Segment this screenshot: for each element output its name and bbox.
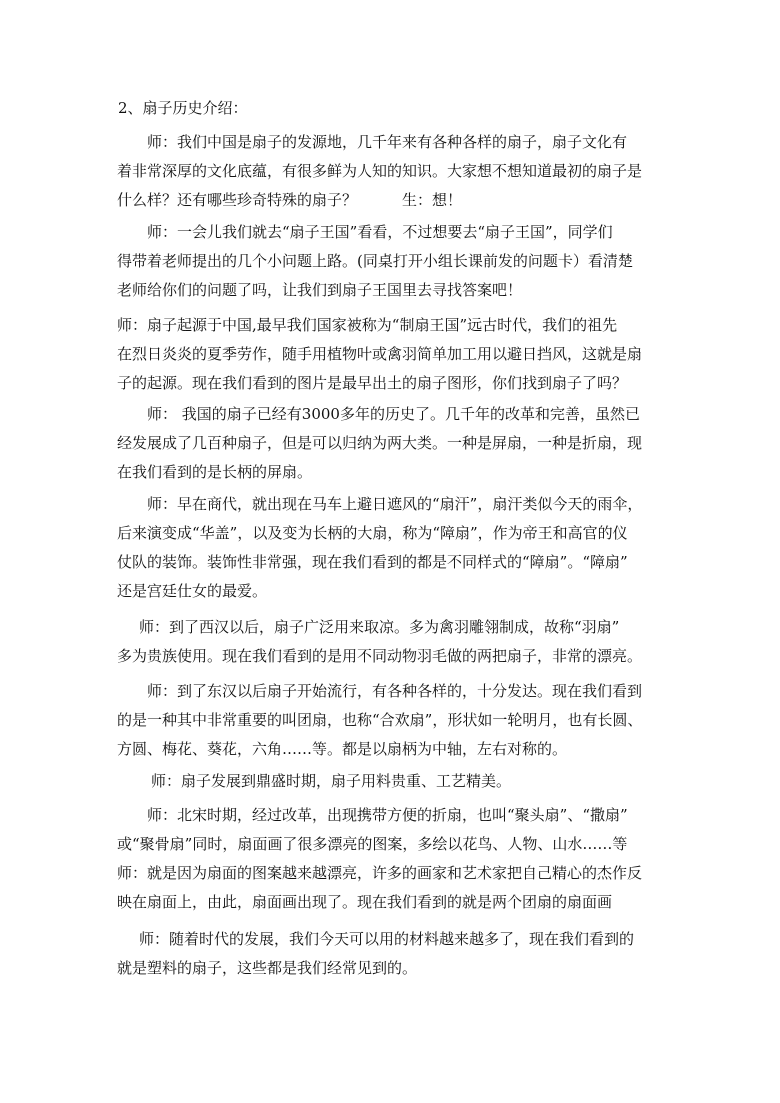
text-line: 师：北宋时期，经过改革，出现携带方便的折扇，也叫“聚头扇”、“撒扇” xyxy=(147,806,628,824)
paragraph-9 xyxy=(117,801,665,917)
paragraph-2 xyxy=(117,218,665,305)
paragraph-3 xyxy=(117,311,665,398)
text-line: 仗队的装饰。装饰性非常强，现在我们看到的都是不同样式的“障扇”。“障扇” xyxy=(117,553,628,571)
paragraph-6 xyxy=(117,613,665,671)
text-line: 子的起源。现在我们看到的图片是最早出土的扇子图形，你们找到扇子了吗？ xyxy=(117,374,628,392)
text-line: 或“聚骨扇”同时，扇面画了很多漂亮的图案，多绘以花鸟、人物、山水……等 xyxy=(117,835,628,853)
text-line: 多为贵族使用。现在我们看到的是用不同动物羽毛做的两把扇子，非常的漂亮。 xyxy=(117,647,643,665)
text-line: 就是塑料的扇子，这些都是我们经常见到的。 xyxy=(117,959,418,977)
paragraph-10 xyxy=(117,925,665,983)
text-line: 师：就是因为扇面的图案越来越漂亮，许多的画家和艺术家把自己精心的杰作反 xyxy=(117,864,643,882)
paragraph-5 xyxy=(117,490,665,606)
text-line: 师：早在商代，就出现在马车上避日遮风的“扇汗”，扇汗类似今天的雨伞， xyxy=(147,495,643,513)
text-line: 师：我们中国是扇子的发源地，几千年来有各种各样的扇子，扇子文化有 xyxy=(147,133,628,151)
text-line: 方圆、梅花、葵花，六角……等。都是以扇柄为中轴，左右对称的。 xyxy=(117,740,568,758)
text-line: 师：一会儿我们就去“扇子王国”看看，不过想要去“扇子王国”，同学们 xyxy=(147,223,613,241)
paragraph-8 xyxy=(117,767,665,796)
text-line: 映在扇面上，由此，扇面画出现了。现在我们看到的就是两个团扇的扇面画 xyxy=(117,893,613,911)
text-line: 得带着老师提出的几个小问题上路。(同桌打开小组长课前发的问题卡）看清楚 xyxy=(117,252,633,270)
text-line: 什么样？还有哪些珍奇特殊的扇子？ 生：想！ xyxy=(117,191,463,209)
text-line: 还是宫廷仕女的最爱。 xyxy=(117,582,268,600)
paragraph-4 xyxy=(117,400,665,487)
text-line: 师：到了西汉以后，扇子广泛用来取凉。多为禽羽雕翎制成，故称“羽扇” xyxy=(139,618,620,636)
text-line: 师：扇子发展到鼎盛时期，扇子用料贵重、工艺精美。 xyxy=(151,772,512,790)
text-line: 师：随着时代的发展，我们今天可以用的材料越来越多了，现在我们看到的 xyxy=(139,930,635,948)
section-heading: 2、扇子历史介绍： xyxy=(118,99,248,117)
text-line: 着非常深厚的文化底蕴，有很多鲜为人知的知识。大家想不想知道最初的扇子是 xyxy=(117,162,643,180)
paragraph-1 xyxy=(117,128,665,215)
text-line: 在烈日炎炎的夏季劳作，随手用植物叶或禽羽简单加工用以避日挡风，这就是扇 xyxy=(117,345,643,363)
text-line: 师： 我国的扇子已经有3000多年的历史了。几千年的改革和完善，虽然已 xyxy=(147,405,640,423)
text-line: 后来演变成“华盖”，以及变为长柄的大扇，称为“障扇”，作为帝王和高官的仪 xyxy=(117,524,628,542)
text-line: 师：扇子起源于中国,最早我们国家被称为“制扇王国”远古时代，我们的祖先 xyxy=(117,316,618,334)
text-line: 的是一种其中非常重要的叫团扇，也称“合欢扇”，形状如一轮明月，也有长圆、 xyxy=(117,711,643,729)
text-line: 在我们看到的是长柄的屏扇。 xyxy=(117,463,313,481)
text-line: 师：到了东汉以后扇子开始流行，有各种各样的，十分发达。现在我们看到 xyxy=(147,682,643,700)
text-line: 经发展成了几百种扇子，但是可以归纳为两大类。一种是屏扇，一种是折扇，现 xyxy=(117,434,643,452)
paragraph-7 xyxy=(117,677,665,764)
text-line: 老师给你们的问题了吗，让我们到扇子王国里去寻找答案吧！ xyxy=(117,281,523,299)
